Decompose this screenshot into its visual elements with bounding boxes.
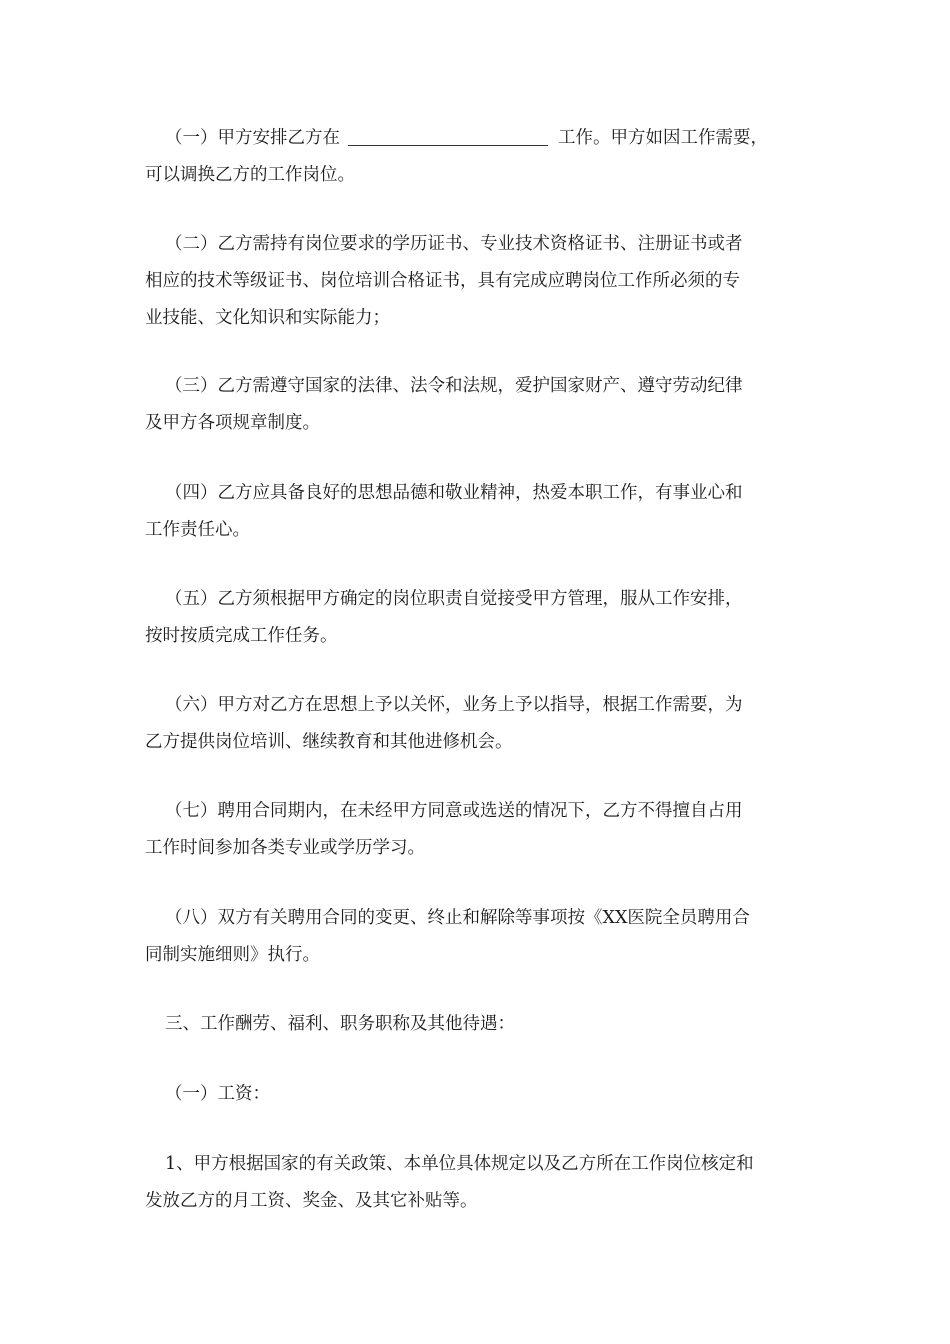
clause-1-line-2: 可以调换乙方的工作岗位。 (145, 165, 355, 185)
wages-subheading (145, 1076, 810, 1113)
clause-2-line-1: （二）乙方需持有岗位要求的学历证书、专业技术资格证书、注册证书或者 (165, 234, 743, 254)
clause-8-line-2: 同制实施细则》执行。 (145, 945, 320, 965)
clause-7 (145, 793, 810, 867)
clause-8-line-1: （八）双方有关聘用合同的变更、终止和解除等事项按《XX医院全员聘用合 (165, 908, 750, 928)
clause-1 (145, 120, 810, 194)
wages-item-1-line-2: 发放乙方的月工资、奖金、及其它补贴等。 (145, 1191, 478, 1211)
clause-2-line-2: 相应的技术等级证书、岗位培训合格证书，具有完成应聘岗位工作所必须的专 (145, 271, 740, 291)
clause-7-line-2: 工作时间参加各类专业或学历学习。 (145, 838, 425, 858)
clause-7-line-1: （七）聘用合同期内，在未经甲方同意或选送的情况下，乙方不得擅自占用 (165, 801, 743, 821)
clause-6 (145, 687, 810, 761)
clause-2-line-3: 业技能、文化知识和实际能力； (145, 308, 390, 328)
clause-3-line-2: 及甲方各项规章制度。 (145, 413, 320, 433)
clause-1-text-b: 工作。甲方如因工作需要， (558, 128, 768, 148)
clause-5-line-2: 按时按质完成工作任务。 (145, 626, 338, 646)
clause-4 (145, 475, 810, 549)
position-blank-field[interactable] (348, 125, 548, 146)
clause-5-line-1: （五）乙方须根据甲方确定的岗位职责自觉接受甲方管理，服从工作安排， (165, 589, 743, 609)
clause-4-line-2: 工作责任心。 (145, 520, 250, 540)
clause-2 (145, 226, 810, 337)
clause-3-line-1: （三）乙方需遵守国家的法律、法令和法规，爱护国家财产、遵守劳动纪律 (165, 376, 743, 396)
clause-8 (145, 900, 810, 974)
section-3-heading (145, 1006, 810, 1043)
clause-4-line-1: （四）乙方应具备良好的思想品德和敬业精神，热爱本职工作，有事业心和 (165, 483, 743, 503)
clause-1-line-1 (145, 120, 810, 157)
clause-3 (145, 368, 810, 442)
wages-subheading-text: （一）工资： (165, 1084, 270, 1104)
clause-6-line-2: 乙方提供岗位培训、继续教育和其他进修机会。 (145, 732, 513, 752)
clause-1-text-a: （一）甲方安排乙方在 (165, 128, 340, 148)
wages-item-1 (145, 1146, 810, 1220)
clause-5 (145, 581, 810, 655)
clause-6-line-1: （六）甲方对乙方在思想上予以关怀，业务上予以指导，根据工作需要，为 (165, 695, 743, 715)
wages-item-1-line-1: 1、甲方根据国家的有关政策、本单位具体规定以及乙方所在工作岗位核定和 (165, 1154, 754, 1174)
section-3-heading-text: 三、工作酬劳、福利、职务职称及其他待遇： (165, 1014, 515, 1034)
